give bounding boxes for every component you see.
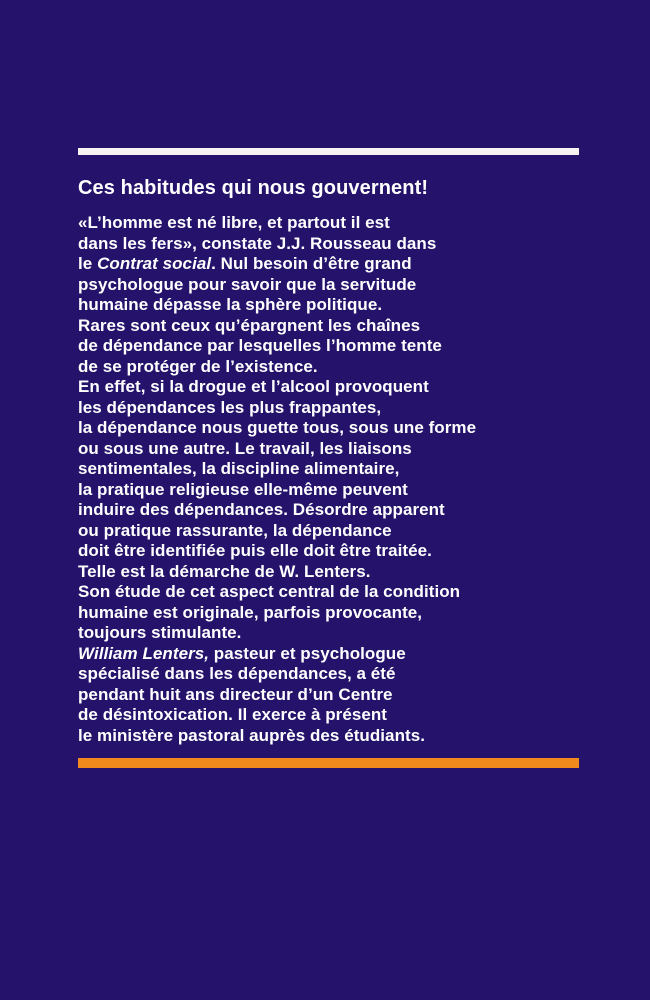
author-name-italic: William Lenters, — [78, 643, 210, 663]
blurb-line — [78, 254, 598, 275]
blurb-line: sentimentales, la discipline alimentaire, — [78, 459, 400, 478]
blurb-line: ou sous une autre. Le travail, les liaisons — [78, 438, 412, 458]
bottom-orange-rule — [78, 758, 579, 768]
blurb-line — [78, 644, 598, 665]
blurb-line: toujours stimulante. — [78, 623, 242, 642]
blurb-text: pasteur et psychologue — [209, 643, 406, 663]
blurb-line: Son étude de cet aspect central de la condition — [78, 582, 461, 601]
blurb-line: Telle est la démarche de W. Lenters. — [78, 561, 371, 581]
blurb-line: la dépendance nous guette tous, sous une forme — [78, 418, 477, 437]
blurb-text: le — [78, 254, 98, 273]
cover-title: Ces habitudes qui nous gouvernent! — [78, 177, 429, 199]
top-white-rule — [78, 148, 579, 155]
blurb-line: de dépendance par lesquelles l’homme tente — [78, 336, 442, 355]
blurb-line: humaine est originale, parfois provocante, — [78, 602, 423, 622]
blurb-line: ou pratique rassurante, la dépendance — [78, 520, 392, 540]
blurb-line: les dépendances les plus frappantes, — [78, 397, 382, 417]
blurb-line: «L’homme est né libre, et partout il est — [78, 213, 390, 232]
blurb-line: de se protéger de l’existence. — [78, 356, 318, 376]
blurb-line: la pratique religieuse elle-même peuvent — [78, 479, 408, 499]
blurb-line: humaine dépasse la sphère politique. — [78, 295, 383, 314]
blurb-text: . Nul besoin d’être grand — [211, 254, 412, 273]
blurb-line: En effet, si la drogue et l’alcool provoquent — [78, 377, 429, 396]
blurb-line: psychologue pour savoir que la servitude — [78, 274, 417, 294]
blurb-line: doit être identifiée puis elle doit être traitée. — [78, 541, 432, 560]
book-title-italic: Contrat social — [97, 254, 212, 273]
blurb-line: Rares sont ceux qu’épargnent les chaînes — [78, 315, 421, 335]
cover-blurb — [78, 213, 598, 746]
blurb-line: induire des dépendances. Désordre apparent — [78, 500, 445, 519]
blurb-line: de désintoxication. Il exerce à présent — [78, 705, 388, 724]
blurb-line: dans les fers», constate J.J. Rousseau dans — [78, 233, 437, 253]
blurb-line: spécialisé dans les dépendances, a été — [78, 664, 396, 683]
blurb-line: le ministère pastoral auprès des étudiants. — [78, 725, 425, 745]
blurb-line: pendant huit ans directeur d’un Centre — [78, 684, 393, 704]
